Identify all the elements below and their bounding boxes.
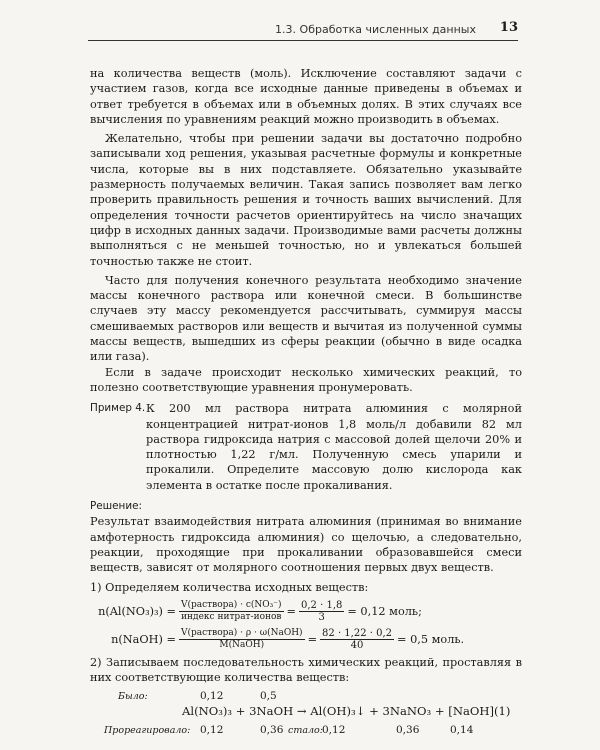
- fraction: [179, 600, 284, 623]
- fraction-numerator: 82 · 1,22 · 0,2: [322, 627, 393, 639]
- fraction-denominator: индекс нитрат-ионов: [181, 611, 282, 622]
- page-number: 13: [499, 20, 518, 35]
- reaction-equation: Al(NO₃)₃ + 3NaOH → Al(OH)₃↓ + 3NaNO₃ + [NaOH]: [182, 704, 495, 719]
- equation-n-al-nitrate: [90, 600, 522, 623]
- fraction-denominator: 3: [318, 611, 325, 623]
- paragraph: Если в задаче происходит несколько химических реакций, то полезно соответствующие уравнения пронумеровать.: [90, 365, 522, 394]
- step-2-heading: 2) Записываем последовательность химических реакций, проставляя в них соответствующие количества веществ:: [90, 655, 522, 685]
- became-amount: 0,12: [322, 724, 346, 737]
- paragraph: Часто для получения конечного результата необходимо значение массы конечного раствора или конечной смеси. В большинстве случаев эту массу рекомендуется рассчитывать, суммируя массы смешиваемых растворов или веществ и вычитая из полученной суммы массы веществ, вышедших из сферы реакции (обычно в виде осадка или газа).: [90, 273, 522, 364]
- page-body: [90, 66, 522, 749]
- equation-lhs: n(Al(NO₃)₃) =: [98, 604, 176, 618]
- equation-result: = 0,5 моль.: [397, 632, 465, 646]
- fraction-numerator: V(раствора) · ρ · ω(NaOH): [181, 627, 303, 638]
- example-text: К 200 мл раствора нитрата алюминия с молярной концентрацией нитрат-ионов 1,8 моль/л добавили 82 мл раствора гидроксида натрия с массовой долей щелочи 20% и плотностью 1,22 г/мл. Полученную смесь упарили и прокалили. Определите массовую долю кислорода как элемента в остатке после прокаливания.: [146, 402, 522, 492]
- reacted-amount: 0,36: [260, 724, 284, 737]
- fraction: [299, 600, 344, 623]
- fraction: [179, 628, 305, 651]
- equals-sign: =: [307, 632, 318, 646]
- was-amount: 0,5: [260, 690, 277, 703]
- equation-n-naoh: [90, 628, 522, 651]
- equals-sign: =: [286, 604, 297, 618]
- fraction-numerator: 0,2 · 1,8: [301, 599, 343, 611]
- became-amount: 0,14: [450, 724, 474, 737]
- solution-label: Решение:: [90, 500, 142, 513]
- paragraph: на количества веществ (моль). Исключение составляют задачи с участием газов, когда все исходные данные приведены в объемах и ответ требуется в объемах или в объемных долях. В этих случаях все вычисления по уравнениям реакций можно производить в объемах.: [90, 67, 522, 126]
- was-label: Было:: [118, 691, 148, 703]
- was-amount: 0,12: [200, 690, 224, 703]
- fraction-denominator: 40: [350, 639, 364, 651]
- fraction-numerator: V(раствора) · c(NO₃⁻): [181, 599, 282, 610]
- solution-intro: Результат взаимодействия нитрата алюминия (принимая во внимание амфотерность гидроксида алюминия) со щелочью, а следовательно, реакции, проходящие при прокаливании образовавшейся смеси веществ, зависят от молярного соотношения первых двух веществ.: [90, 515, 522, 575]
- reacted-label: Прореагировало:: [104, 725, 191, 737]
- reaction-1: [90, 689, 522, 749]
- paragraph: Желательно, чтобы при решении задачи вы достаточно подробно записывали ход решения, указывая расчетные формулы и конкретные числа, которые вы в них подставляете. Обязательно указывайте размерность получаемых величин. Такая запись позволяет вам легко проверить правильность решения и точность ваших вычислений. Для определения точности расчетов ориентируйтесь на число значащих цифр в исходных данных задачи. Производимые вами расчеты должны выполняться с не меньшей точностью, но и увлекаться большей точностью также не стоит.: [90, 132, 522, 268]
- step-1-heading: 1) Определяем количества исходных веществ:: [90, 580, 369, 594]
- reacted-amount: 0,12: [200, 724, 224, 737]
- became-amount: 0,36: [396, 724, 420, 737]
- example-block: [90, 401, 522, 493]
- page-header: [88, 20, 518, 41]
- fraction: [320, 628, 394, 651]
- example-label: Пример 4.: [90, 402, 146, 415]
- equation-result: = 0,12 моль;: [347, 604, 422, 618]
- fraction-denominator: M(NaOH): [219, 639, 265, 650]
- running-title: 1.3. Обработка численных данных: [275, 23, 476, 36]
- reaction-number: (1): [494, 704, 511, 719]
- became-label: стало:: [288, 725, 323, 737]
- equation-lhs: n(NaOH) =: [111, 632, 176, 646]
